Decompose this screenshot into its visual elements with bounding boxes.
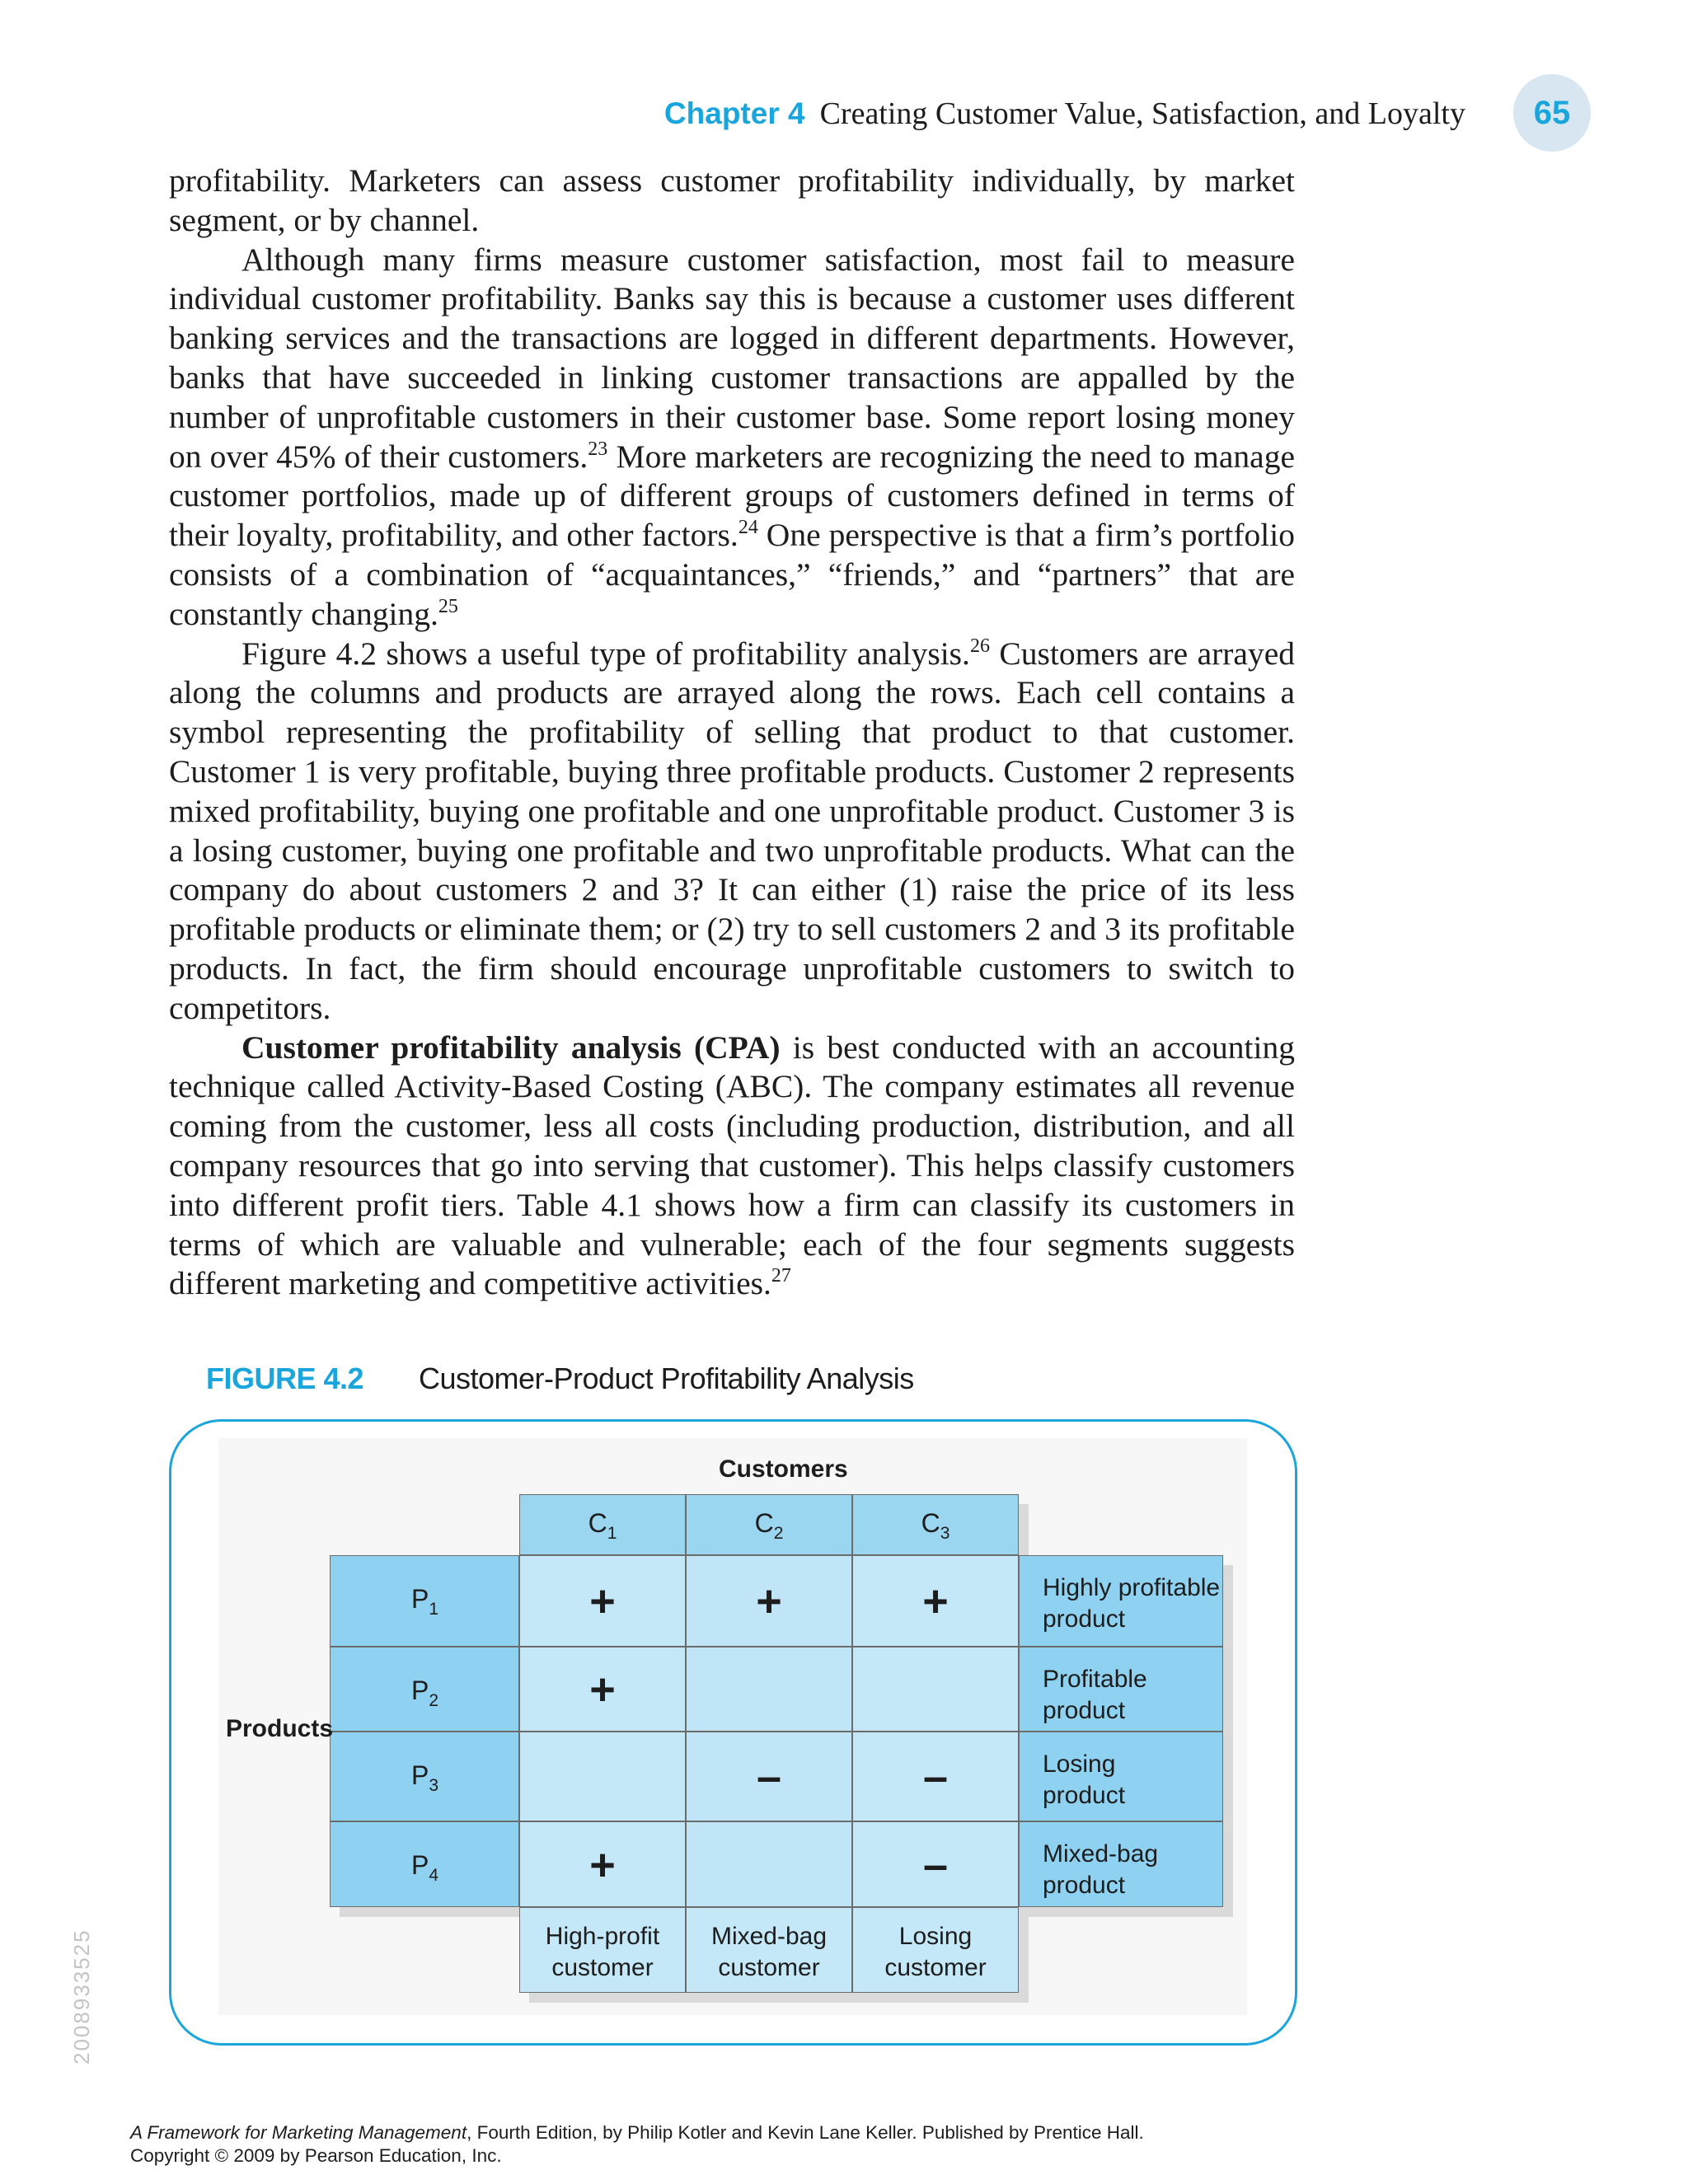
footnote-ref: 27 bbox=[771, 1265, 791, 1287]
customer-header-c3: $C_3$ bbox=[852, 1494, 1019, 1555]
profit-cell: – bbox=[852, 1821, 1019, 1907]
chapter-title: Creating Customer Value, Satisfaction, and Loyalty bbox=[819, 96, 1465, 131]
figure-title: Customer-Product Profitability Analysis bbox=[419, 1361, 914, 1395]
profit-cell: + bbox=[519, 1821, 686, 1907]
figure-label: FIGURE 4.2 bbox=[206, 1361, 364, 1395]
profit-cell: + bbox=[686, 1555, 852, 1647]
paragraph: Customer profitability analysis (CPA) is best conducted with an accounting technique called Activity-Based Costing (ABC). The company estimates all revenue coming from the customer, less all costs (including production, distribution, and all company resources that go into serving that customer). This helps classify customers into different profit tiers. Table 4.1 shows how a firm can classify its customers in terms of which are valuable and vulnerable; each of the four segments suggests different marketing and competitive activities.$^{27}$ bbox=[169, 1029, 1295, 1302]
profit-cell: + bbox=[519, 1647, 686, 1732]
key-term: Customer profitability analysis (CPA) bbox=[241, 1029, 781, 1066]
product-legend: Profitable product bbox=[1019, 1647, 1223, 1732]
body-text bbox=[169, 162, 1295, 1304]
customer-header-c2: $C_2$ bbox=[686, 1494, 852, 1555]
customer-type-label: Losing customer bbox=[852, 1907, 1019, 1993]
customers-axis-label: Customers bbox=[719, 1455, 848, 1483]
book-title: A Framework for Marketing Management bbox=[130, 2122, 467, 2143]
products-axis-label: Products bbox=[226, 1715, 334, 1742]
profit-cell bbox=[852, 1647, 1019, 1732]
product-header-p2: $P_2$ bbox=[330, 1647, 519, 1732]
product-header-p3: $P_3$ bbox=[330, 1732, 519, 1821]
product-legend: Highly profitable product bbox=[1019, 1555, 1223, 1647]
product-header-p1: $P_1$ bbox=[330, 1555, 519, 1647]
footnote-ref: 25 bbox=[438, 595, 458, 617]
paragraph: Although many firms measure customer satisfaction, most fail to measure individual customer profitability. Banks say this is because a customer uses different banking services and the transactions are logged in different departments. However, banks that have succeeded in linking customer transactions are appalled by the number of unprofitable customers in their customer base. Some report losing money on over 45% of their customers.$^{23}$ More marketers are recognizing the need to manage customer portfolios, made up of different groups of customers defined in terms of their loyalty, profitability, and other factors.$^{24}$ One perspective is that a firm’s portfolio consists of a combination of “acquaintances,” “friends,” and “partners” that are constantly changing.$^{25}$ bbox=[169, 241, 1295, 632]
profit-cell: – bbox=[686, 1732, 852, 1821]
footnote-ref: 24 bbox=[738, 517, 758, 539]
page-number-badge: 65 bbox=[1513, 74, 1591, 152]
paragraph: profitability. Marketers can assess customer profitability individually, by market segment, or by channel. bbox=[169, 162, 1295, 238]
profit-cell bbox=[686, 1821, 852, 1907]
profit-cell: + bbox=[852, 1555, 1019, 1647]
running-header bbox=[664, 89, 1465, 138]
copyright-footer: A Framework for Marketing Management, Fourth Edition, by Philip Kotler and Kevin Lane Keller. Published by Prentice Hall. Copyright © 2009 by Pearson Education, Inc. bbox=[130, 2122, 1144, 2166]
customer-type-label: Mixed-bag customer bbox=[686, 1907, 852, 1993]
customer-type-label: High-profit customer bbox=[519, 1907, 686, 1993]
chapter-label: Chapter 4 bbox=[663, 96, 805, 130]
customer-header-c1: $C_1$ bbox=[519, 1494, 686, 1555]
footnote-ref: 23 bbox=[588, 438, 608, 460]
profit-cell: – bbox=[852, 1732, 1019, 1821]
product-legend: Mixed-bag product bbox=[1019, 1821, 1223, 1907]
figure-caption bbox=[206, 1361, 914, 1396]
paragraph: Figure 4.2 shows a useful type of profitability analysis.$^{26}$ Customers are arrayed along the columns and products are arrayed along the rows. Each cell contains a symbol representing the profitability of selling that product to that customer. Customer 1 is very profitable, buying three profitable products. Customer 2 represents mixed profitability, buying one profitable and one unprofitable product. Customer 3 is a losing customer, buying one profitable and two unprofitable products. What can the company do about customers 2 and 3? It can either (1) raise the price of its less profitable products or eliminate them; or (2) try to sell customers 2 and 3 its profitable products. In fact, the firm should encourage unprofitable customers to switch to competitors. bbox=[169, 635, 1295, 1026]
profit-cell: + bbox=[519, 1555, 686, 1647]
product-header-p4: $P_4$ bbox=[330, 1821, 519, 1907]
profit-cell bbox=[686, 1647, 852, 1732]
footnote-ref: 26 bbox=[969, 635, 990, 657]
document-id: 2008933525 bbox=[69, 1929, 94, 2064]
profit-cell bbox=[519, 1732, 686, 1821]
product-legend: Losing product bbox=[1019, 1732, 1223, 1821]
